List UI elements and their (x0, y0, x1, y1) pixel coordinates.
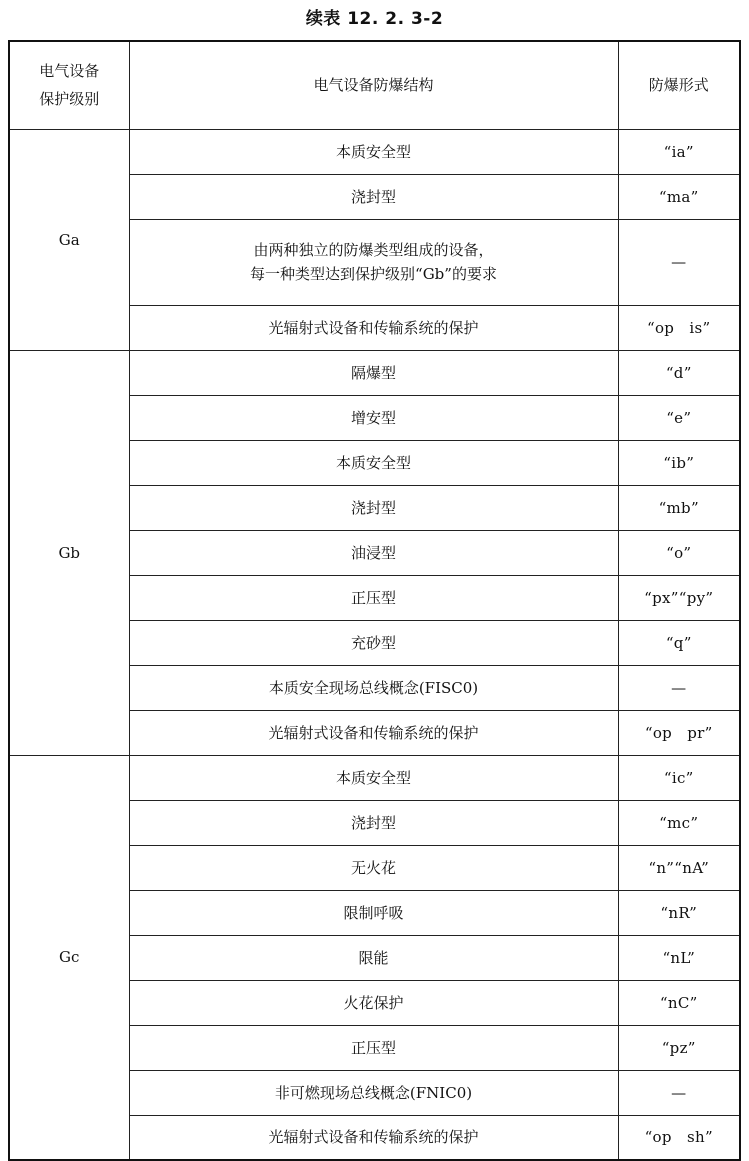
level-cell-ga: Ga (9, 129, 129, 350)
form-cell: “pz” (618, 1025, 740, 1070)
header-level-line1: 电气设备 (39, 62, 100, 81)
structure-line2: 每一种类型达到保护级别“Gb”的要求 (250, 265, 497, 283)
structure-cell: 本质安全型 (129, 129, 618, 174)
header-form: 防爆形式 (618, 41, 740, 129)
form-cell: “op sh” (618, 1115, 740, 1160)
form-cell: “q” (618, 620, 740, 665)
table-row (9, 350, 740, 395)
form-cell: “op pr” (618, 710, 740, 755)
structure-cell: 正压型 (129, 575, 618, 620)
form-cell: “op is” (618, 305, 740, 350)
structure-cell: 正压型 (129, 1025, 618, 1070)
form-cell: “d” (618, 350, 740, 395)
form-cell: “e” (618, 395, 740, 440)
form-cell: “ic” (618, 755, 740, 800)
structure-cell: 油浸型 (129, 530, 618, 575)
structure-cell: 本质安全型 (129, 440, 618, 485)
structure-cell: 无火花 (129, 845, 618, 890)
form-cell: “mc” (618, 800, 740, 845)
form-cell: — (618, 1070, 740, 1115)
table-row (9, 129, 740, 174)
structure-cell: 浇封型 (129, 800, 618, 845)
form-cell: “mb” (618, 485, 740, 530)
table-caption: 续表 12. 2. 3-2 (305, 9, 444, 29)
form-cell: “o” (618, 530, 740, 575)
structure-cell: 充砂型 (129, 620, 618, 665)
header-row (9, 41, 740, 129)
structure-cell: 光辐射式设备和传输系统的保护 (129, 1115, 618, 1160)
explosion-protection-table (8, 40, 741, 1161)
structure-line1: 由两种独立的防爆类型组成的设备， (253, 241, 494, 259)
form-cell: “nL” (618, 935, 740, 980)
table-row (9, 755, 740, 800)
structure-cell: 火花保护 (129, 980, 618, 1025)
structure-cell: 本质安全现场总线概念(FISC0) (129, 665, 618, 710)
header-level-line2: 保护级别 (39, 90, 100, 109)
form-cell: “nC” (618, 980, 740, 1025)
structure-cell: 限制呼吸 (129, 890, 618, 935)
structure-cell: 限能 (129, 935, 618, 980)
level-cell-gb: Gb (9, 350, 129, 755)
structure-cell: 光辐射式设备和传输系统的保护 (129, 710, 618, 755)
structure-cell: 本质安全型 (129, 755, 618, 800)
form-cell: — (618, 665, 740, 710)
form-cell: “px”“py” (618, 575, 740, 620)
structure-cell (129, 219, 618, 305)
structure-cell: 隔爆型 (129, 350, 618, 395)
form-cell: “nR” (618, 890, 740, 935)
level-cell-gc: Gc (9, 755, 129, 1160)
structure-cell: 增安型 (129, 395, 618, 440)
structure-cell: 光辐射式设备和传输系统的保护 (129, 305, 618, 350)
form-cell: “ia” (618, 129, 740, 174)
form-cell: “n”“nA” (618, 845, 740, 890)
header-protection-level (9, 41, 129, 129)
structure-cell: 非可燃现场总线概念(FNIC0) (129, 1070, 618, 1115)
form-cell: “ib” (618, 440, 740, 485)
structure-cell: 浇封型 (129, 485, 618, 530)
form-cell: — (618, 219, 740, 305)
header-structure: 电气设备防爆结构 (129, 41, 618, 129)
structure-cell: 浇封型 (129, 174, 618, 219)
form-cell: “ma” (618, 174, 740, 219)
